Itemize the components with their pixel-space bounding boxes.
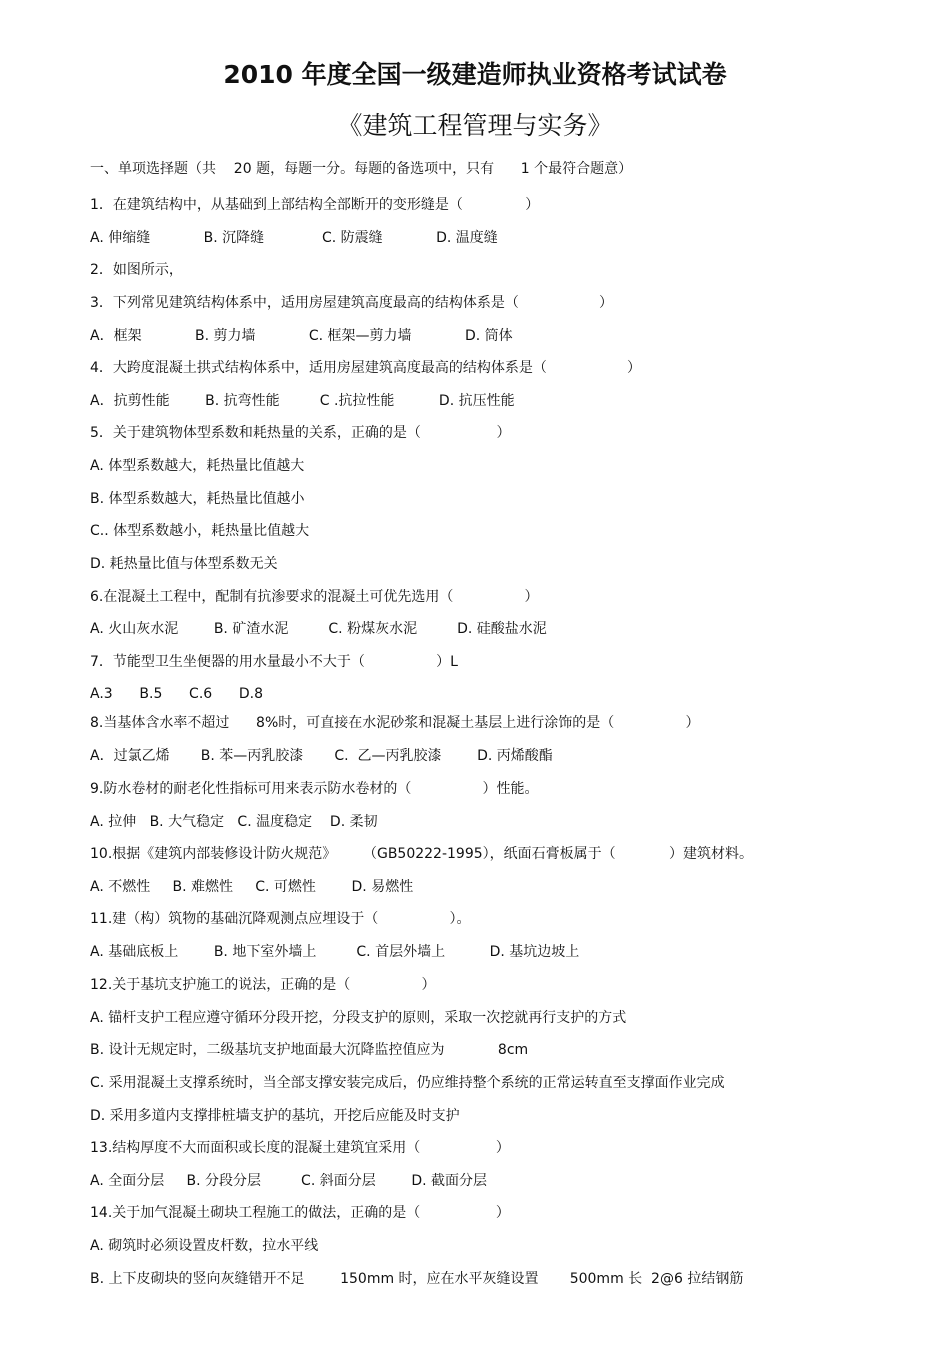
text-line: 一、单项选择题（共 20 题，每题一分。每题的备选项中，只有 1 个最符合题意） xyxy=(90,161,633,177)
text-line: A．过氯乙烯 B. 苯—丙乳胶漆 C. 乙—丙乳胶漆 D. 丙烯酸酯 xyxy=(90,748,553,764)
text-line: A. 锚杆支护工程应遵守循环分段开挖，分段支护的原则，采取一次挖就再行支护的方式 xyxy=(90,1010,627,1026)
text-line: 11.建（构）筑物的基础沉降观测点应埋设于（ ）。 xyxy=(90,911,471,927)
text-line: B. 上下皮砌块的竖向灰缝错开不足 150mm 时，应在水平灰缝设置 500mm 长 2@6 拉结钢筋 xyxy=(90,1271,744,1287)
text-line: D. 采用多道内支撑排桩墙支护的基坑，开挖后应能及时支护 xyxy=(90,1108,460,1124)
text-line: A. 火山灰水泥 B. 矿渣水泥 C. 粉煤灰水泥 D. 硅酸盐水泥 xyxy=(90,621,547,637)
text-line: C.. 体型系数越小，耗热量比值越大 xyxy=(90,523,310,539)
page-title: 2010 年度全国一级建造师执业资格考试试卷 xyxy=(223,60,727,89)
text-line: B. 体型系数越大，耗热量比值越小 xyxy=(90,491,305,507)
text-line: A. 基础底板上 B. 地下室外墙上 C. 首层外墙上 D. 基坑边坡上 xyxy=(90,944,580,960)
text-line: 13.结构厚度不大而面积或长度的混凝土建筑宜采用（ ） xyxy=(90,1140,510,1156)
text-line: A. 拉伸 B. 大气稳定 C. 温度稳定 D. 柔韧 xyxy=(90,814,378,830)
text-line: A. 体型系数越大，耗热量比值越大 xyxy=(90,458,305,474)
text-line: 14.关于加气混凝土砌块工程施工的做法，正确的是（ ） xyxy=(90,1205,510,1221)
text-line: 2．如图所示， xyxy=(90,262,183,278)
text-line: 5．关于建筑物体型系数和耗热量的关系，正确的是（ ） xyxy=(90,425,511,441)
text-line: 9.防水卷材的耐老化性指标可用来表示防水卷材的（ ）性能。 xyxy=(90,781,539,797)
text-line: A.3 B.5 C.6 D.8 xyxy=(90,686,264,702)
text-line: B. 设计无规定时，二级基坑支护地面最大沉降监控值应为 8cm xyxy=(90,1042,529,1058)
text-line: A. 不燃性 B. 难燃性 C. 可燃性 D. 易燃性 xyxy=(90,879,414,895)
text-line: 7．节能型卫生坐便器的用水量最小不大于（ ）L xyxy=(90,654,458,670)
text-line: A. 全面分层 B. 分段分层 C. 斜面分层 D. 截面分层 xyxy=(90,1173,487,1189)
text-line: A. 砌筑时必须设置皮杆数，拉水平线 xyxy=(90,1238,319,1254)
text-line: C. 采用混凝土支撑系统时，当全部支撑安装完成后，仍应维持整个系统的正常运转直至支撑面作业完成 xyxy=(90,1075,725,1091)
text-line: A．抗剪性能 B. 抗弯性能 C .抗拉性能 D. 抗压性能 xyxy=(90,393,515,409)
text-line: 12.关于基坑支护施工的说法，正确的是（ ） xyxy=(90,977,436,993)
text-line: 3．下列常见建筑结构体系中，适用房屋建筑高度最高的结构体系是（ ） xyxy=(90,295,614,311)
text-line: 4．大跨度混凝土拱式结构体系中，适用房屋建筑高度最高的结构体系是（ ） xyxy=(90,360,642,376)
text-line: A. 伸缩缝 B. 沉降缝 C. 防震缝 D. 温度缝 xyxy=(90,230,498,246)
text-line: 6.在混凝土工程中，配制有抗渗要求的混凝土可优先选用（ ） xyxy=(90,589,539,605)
text-line: D. 耗热量比值与体型系数无关 xyxy=(90,556,278,572)
text-line: A．框架 B. 剪力墙 C. 框架—剪力墙 D. 筒体 xyxy=(90,328,513,344)
text-line: 8.当基体含水率不超过 8%时，可直接在水泥砂浆和混凝土基层上进行涂饰的是（ ） xyxy=(90,715,700,731)
page-subtitle: 《建筑工程管理与实务》 xyxy=(337,111,613,140)
text-line: 10.根据《建筑内部装修设计防火规范》 （GB50222-1995），纸面石膏板属于（ ）建筑材料。 xyxy=(90,846,754,862)
text-line: 1．在建筑结构中，从基础到上部结构全部断开的变形缝是（ ） xyxy=(90,197,540,213)
